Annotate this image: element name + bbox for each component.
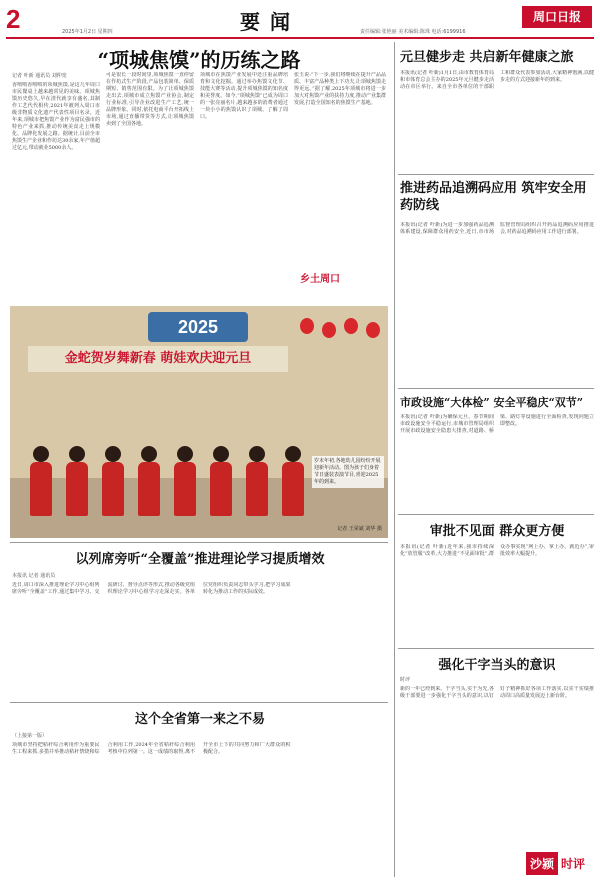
lead-column: 张玉说:“下一步,我们将继续在提升产品品质、丰富产品种类上下功夫,让项城焦馍走得更远。”据了解,2025年项城市将进一步加大对焦馍产业的扶持力度,推动产业集群发展,打造全国知名的焦馍生产基地。 [294, 72, 386, 106]
child-performer [210, 446, 232, 516]
article-headline: 市政设施“大体检” 安全平稳庆“双节” [400, 396, 584, 409]
column-tag-type: 时评 [561, 857, 586, 871]
section-divider [398, 514, 594, 515]
article-body: 本报讯(记者 叶新)为进一步加强药品追溯体系建设,保障群众用药安全,近日,市市场监督管理局组织召开药品追溯码应用推进会,对药品追溯码应用工作进行部署。 [400, 222, 594, 235]
article-body: 本报讯(记者 叶新)近年来,我市持续深化“放管服”改革,大力推进“不见面审批”,群众办事实现“网上办、掌上办、就近办”,审批效率大幅提升。 [400, 544, 594, 557]
article-body: 本报讯(记者 叶新)1月1日,由市教育体育局和市体育总会主办的2025年元旦健步走活动在市区举行。来自全市各单位的干部职工和群众代表参加活动,大家精神饱满,以健步走的方式迎接新年的到来。 [400, 70, 594, 90]
child-performer [30, 446, 52, 516]
lead-column: 香喷喷香喷喷的项城焦馍,是这几年周口市民餐桌上越来越常见的美味。项城焦馍历史悠久,早在清代就享有盛名,其制作工艺代代相传,2021年被列入周口市级非物质文化遗产代表性项目名录。近年来,项城市把焦馍产业作为富民强市的特色产业来抓,推动传统美食走上规模化、品牌化发展之路。据统计,目前全市焦馍生产企业和作坊达30余家,年产值超过亿元,带动就业5000余人。 [12, 82, 100, 151]
article-body: 新的一年已经到来。干字当头,实干为先,各级干部要进一步强化干字当头的意识,以钉钉子精神抓好各项工作落实,以实干实绩推动周口高质量发展迈上新台阶。 [400, 686, 594, 699]
lead-byline: 记者 叶新 通讯员 刘仲宽 [12, 73, 67, 79]
article-headline: 以列席旁听“全覆盖”推进理论学习提质增效 [75, 552, 325, 567]
child-performer [66, 446, 88, 516]
section-title: 要闻 [240, 10, 300, 34]
section-divider [398, 648, 594, 649]
section-divider [398, 388, 594, 389]
page-header [0, 0, 600, 40]
photo-banner: 金蛇贺岁舞新春 萌娃欢庆迎元旦 [28, 346, 288, 372]
article-body: 近日,周口市深入推进理论学习中心组列席旁听“全覆盖”工作,通过集中学习、交流研讨、督导点评等形式,推动各级党组织理论学习中心组学习走深走实。各单位党组织负责同志带头学习,把学习成果转化为推动工作的实际成效。 [12, 582, 291, 595]
section-divider [398, 174, 594, 175]
issue-date: 2025年1月2日 星期四 [62, 29, 113, 35]
page-number: 2 [6, 4, 21, 34]
photo-caption: 岁末年初,各地幼儿园纷纷开展迎新年活动。图为孩子们身着节日盛装表演节目,喜迎2025年的到来。 [312, 456, 384, 488]
article-byline: （上接第一版） [12, 733, 48, 739]
article-headline: 推进药品追溯码应用 筑牢安全用药防线 [400, 181, 587, 213]
article-body: 本报讯(记者 叶新)为确保元旦、春节期间市政设施安全平稳运行,市城市管理局组织开展市政设施安全隐患大排查,对道路、桥梁、路灯等设施进行全面检查,发现问题立即整改。 [400, 414, 594, 434]
column-label: 时评 [400, 677, 411, 683]
article-headline: 这个全省第一来之不易 [134, 712, 265, 727]
section-divider [10, 542, 388, 543]
section-divider [10, 702, 388, 703]
article-headline: 元旦健步走 共启新年健康之旅 [400, 50, 574, 65]
lead-column: 项城市在焦馍产业发展中还注重品牌培育和文化挖掘。通过举办焦馍文化节、技能大赛等活动,提升项城焦馍的知名度和美誉度。如今,“项城焦馍”已成为周口的一张亮丽名片,越来越多的消费者通过一块小小的焦馍认识了项城、了解了周口。 [200, 72, 288, 120]
column-stamp: 乡土周口 [300, 274, 340, 285]
child-performer [246, 446, 268, 516]
lantern-decoration [300, 318, 380, 338]
year-sign: 2025 [148, 312, 248, 342]
child-performer [282, 446, 304, 516]
child-performer [138, 446, 160, 516]
newspaper-logo: 周口日报 [522, 6, 592, 28]
lead-column: 可是很长一段时间里,项城焦馍一直停留在作坊式生产阶段,产品包装简单、保质期短、销售范围有限。为了让项城焦馍走出去,项城市成立焦馍产业协会,制定行业标准,引导企业改进生产工艺,统一品牌形象。同时,依托电商平台开拓线上市场,通过直播带货等方式,让项城焦馍卖到了全国各地。 [106, 72, 194, 127]
column-tag [526, 852, 594, 876]
column-divider [394, 42, 395, 877]
child-performer [102, 446, 124, 516]
article-body: 项城市坚持把秸秆综合利用作为重要民生工程来抓,多措并举推动秸秆禁烧和综合利用工作,2024年全省秸秆综合利用考核中位列第一。这一成绩的取得,离不开全市上下的共同努力和广大群众的积极配合。 [12, 742, 291, 755]
editor-credits: 责任编辑:张艳丽 美术编辑:陈珠 电话:6199916 [360, 29, 466, 35]
column-tag-name: 沙颍 [526, 852, 558, 875]
header-rule [6, 37, 594, 39]
article-byline: 本报讯 记者 通讯员 [12, 573, 56, 579]
article-headline: 强化干字当头的意识 [438, 658, 556, 673]
news-photo [10, 306, 388, 538]
photo-credit: 记者 王荣斌 刘华 摄 [337, 526, 382, 532]
article-headline: 审批不见面 群众更方便 [429, 524, 565, 539]
child-performer [174, 446, 196, 516]
lead-headline: “项城焦馍”的历练之路 [97, 48, 301, 72]
